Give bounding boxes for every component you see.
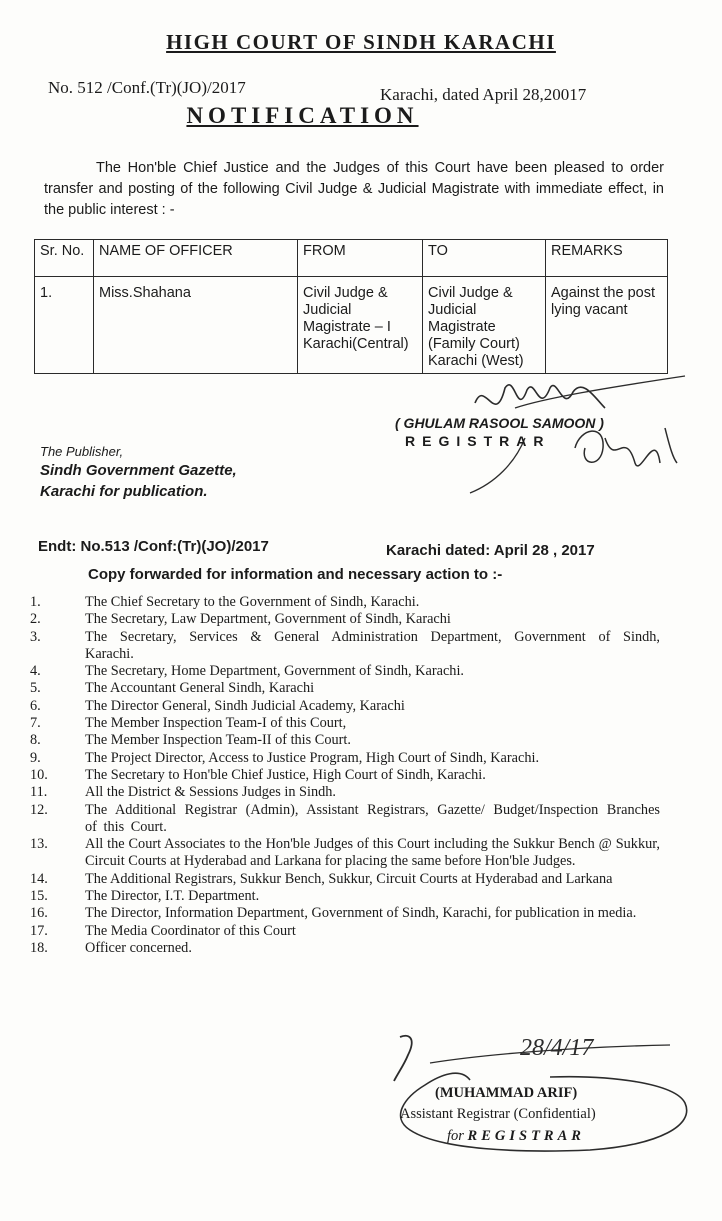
registrar-name: ( GHULAM RASOOL SAMOON ) [395, 415, 604, 431]
list-item-number: 13. [30, 836, 48, 853]
list-item-text: The Director, Information Department, Government of Sindh, Karachi, for publication in media. [85, 905, 637, 922]
header-from: FROM [298, 240, 423, 277]
list-item-number: 4. [30, 663, 41, 680]
table-row [35, 277, 668, 374]
list-item-text: The Secretary to Hon'ble Chief Justice, High Court of Sindh, Karachi. [85, 766, 486, 783]
reference-number: No. 512 /Conf.(Tr)(JO)/2017 [48, 78, 246, 97]
cell-sr-no: 1. [35, 277, 94, 374]
list-item-text: The Media Coordinator of this Court [85, 922, 296, 939]
list-item-number: 3. [30, 628, 41, 645]
list-item [30, 698, 660, 715]
cell-remarks: Against the post lying vacant [546, 277, 668, 374]
header-officer-name: NAME OF OFFICER [94, 240, 298, 277]
list-item-text: The Additional Registrar (Admin), Assistant Registrars, Gazette/ Budget/Inspection Branches of this Court. [85, 801, 660, 835]
posting-table [34, 239, 668, 374]
list-item-number: 7. [30, 715, 41, 732]
header-sr-no: Sr. No. [35, 240, 94, 277]
list-item [30, 888, 660, 905]
publisher-line-3: Karachi for publication. [40, 483, 208, 500]
list-item-text: All the Court Associates to the Hon'ble Judges of this Court including the Sukkur Bench @ Sukkur, Circuit Courts at Hyderabad and Larkana for placing the same before Hon'ble Judges. [85, 836, 660, 870]
court-title: HIGH COURT OF SINDH KARACHI [166, 30, 556, 54]
list-item-text: The Director General, Sindh Judicial Academy, Karachi [85, 697, 405, 714]
list-item-text: The Accountant General Sindh, Karachi [85, 680, 315, 697]
list-item-number: 15. [30, 888, 48, 905]
cell-from: Civil Judge & Judicial Magistrate – I Karachi(Central) [298, 277, 423, 374]
list-item-number: 2. [30, 611, 41, 628]
list-item [30, 871, 660, 888]
list-item [30, 836, 660, 871]
list-item-text: The Secretary, Law Department, Government of Sindh, Karachi [85, 611, 451, 628]
assistant-registrar-name: (MUHAMMAD ARIF) [435, 1085, 578, 1101]
publisher-line-1: The Publisher, [40, 444, 124, 459]
list-item-text: All the District & Sessions Judges in Sindh. [85, 784, 336, 801]
list-item-text: The Member Inspection Team-I of this Court, [85, 715, 347, 732]
list-item-text: The Chief Secretary to the Government of Sindh, Karachi. [85, 594, 420, 610]
list-item-number: 1. [30, 594, 41, 610]
handwritten-date: 28/4/17 [520, 1035, 594, 1061]
endorsement-date: Karachi dated: April 28 , 2017 [386, 542, 595, 559]
list-item-text: The Director, I.T. Department. [85, 888, 260, 905]
list-item-number: 10. [30, 766, 48, 783]
list-item-number: 11. [30, 784, 48, 801]
list-item [30, 767, 660, 784]
assistant-registrar-designation: Assistant Registrar (Confidential) [400, 1106, 596, 1122]
endorsement-reference: Endt: No.513 /Conf:(Tr)(JO)/2017 [38, 538, 269, 555]
list-item-text: The Member Inspection Team-II of this Court. [85, 732, 351, 749]
recipient-list [30, 594, 660, 957]
list-item [30, 663, 660, 680]
list-item [30, 905, 660, 922]
list-item [30, 802, 660, 837]
list-item [30, 629, 660, 664]
list-item-number: 17. [30, 922, 48, 939]
copy-forwarded-line: Copy forwarded for information and necessary action to :- [88, 566, 503, 583]
notification-date: Karachi, dated April 28,20017 [380, 85, 587, 104]
list-item-number: 16. [30, 905, 48, 922]
list-item-number: 12. [30, 801, 48, 818]
for-registrar-role: REGISTRAR [467, 1128, 585, 1144]
cell-officer-name: Miss.Shahana [94, 277, 298, 374]
header-to: TO [423, 240, 546, 277]
list-item-number: 8. [30, 732, 41, 749]
list-item-text: The Secretary, Services & General Administration Department, Government of Sindh, Karachi. [85, 628, 660, 662]
list-item [30, 732, 660, 749]
list-item [30, 594, 660, 611]
list-item [30, 750, 660, 767]
list-item [30, 715, 660, 732]
list-item-text: The Project Director, Access to Justice Program, High Court of Sindh, Karachi. [85, 749, 540, 766]
list-item-number: 9. [30, 749, 41, 766]
paragraph-text: The Hon'ble Chief Justice and the Judges of this Court have been pleased to order transfer and posting of the following Civil Judge & Judicial Magistrate with immediate effect, in the public interest : - [44, 160, 664, 218]
for-prefix: for [447, 1128, 464, 1144]
for-registrar-line [447, 1128, 585, 1145]
table-header-row [35, 240, 668, 277]
cell-to: Civil Judge & Judicial Magistrate (Family Court) Karachi (West) [423, 277, 546, 374]
list-item-number: 18. [30, 939, 48, 956]
notification-paragraph [44, 158, 664, 221]
list-item [30, 923, 660, 940]
publisher-line-2: Sindh Government Gazette, [40, 462, 237, 479]
list-item-number: 14. [30, 870, 48, 887]
list-item [30, 680, 660, 697]
list-item [30, 784, 660, 801]
header-remarks: REMARKS [546, 240, 668, 277]
list-item [30, 940, 660, 957]
notification-heading: NOTIFICATION [186, 103, 419, 128]
list-item [30, 611, 660, 628]
registrar-designation: REGISTRAR [405, 433, 551, 449]
list-item-text: The Secretary, Home Department, Government of Sindh, Karachi. [85, 663, 464, 680]
list-item-number: 5. [30, 680, 41, 697]
list-item-text: Officer concerned. [85, 939, 192, 956]
list-item-number: 6. [30, 697, 41, 714]
list-item-text: The Additional Registrars, Sukkur Bench, Sukkur, Circuit Courts at Hyderabad and Larkana [85, 870, 613, 887]
